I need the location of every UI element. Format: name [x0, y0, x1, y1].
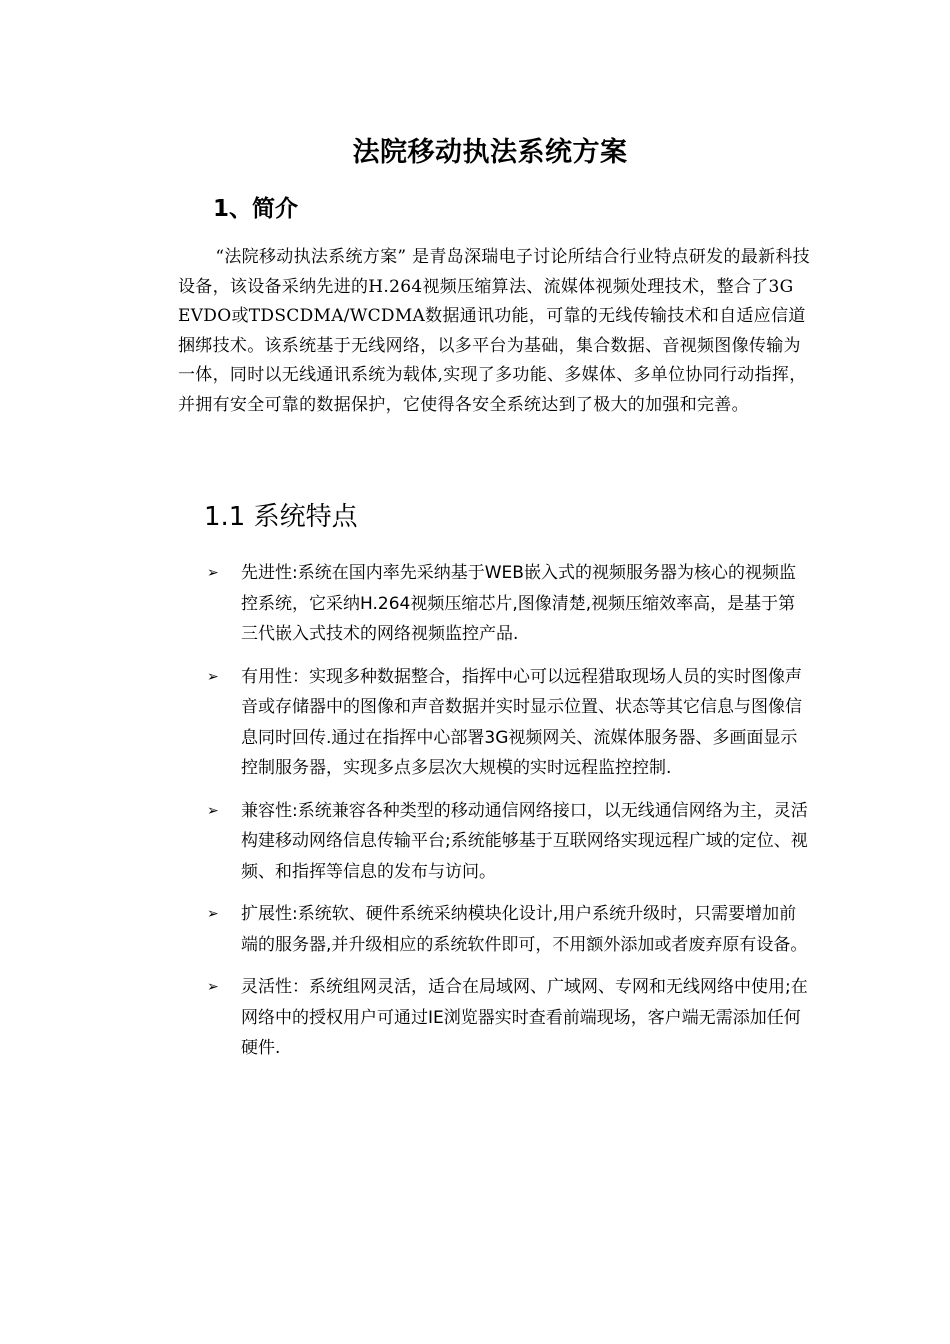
list-item: [0, 558, 809, 650]
list-item: [0, 899, 809, 960]
feature-text: 兼容性:系统兼容各种类型的移动通信网络接口，以无线通信网络为主，灵活构建移动网络信息传输平台;系统能够基于互联网络实现远程广域的定位、视频、和指挥等信息的发布与访问。: [241, 800, 808, 882]
document-title: 法院移动执法系统方案: [352, 137, 628, 168]
feature-text: 有用性：实现多种数据整合，指挥中心可以远程猎取现场人员的实时图像声音或存储器中的图像和声音数据并实时显示位置、状态等其它信息与图像信息同时回传.通过在指挥中心部署3G视频网关、流媒体服务器、多画面显示控制服务器，实现多点多层次大规模的实时远程监控控制.: [241, 666, 802, 778]
arrow-bullet-icon: ➢: [207, 565, 219, 581]
arrow-bullet-icon: ➢: [207, 979, 219, 995]
section-heading-features: 1.1 系统特点: [204, 502, 358, 532]
list-item: [0, 662, 809, 784]
section-heading-intro: 1、简介: [213, 196, 299, 222]
intro-paragraph: “法院移动执法系统方案” 是青岛深瑞电子讨论所结合行业特点研发的最新科技设备，该设备采纳先进的H.264视频压缩算法、流媒体视频处理技术，整合了3G EVDO或TDSCDMA/WCDMA数据通讯功能，可靠的无线传输技术和自适应信道捆绑技术。该系统基于无线网络，以多平台为基础，集合数据、音视频图像传输为一体，同时以无线通讯系统为载体,实现了多功能、多媒体、多单位协同行动指挥，并拥有安全可靠的数据保护，它使得各安全系统达到了极大的加强和完善。: [178, 247, 810, 415]
feature-text: 灵活性：系统组网灵活，适合在局域网、广域网、专网和无线网络中使用;在网络中的授权用户可通过IE浏览器实时查看前端现场，客户端无需添加任何硬件.: [241, 977, 808, 1058]
feature-text: 扩展性:系统软、硬件系统采纳模块化设计,用户系统升级时，只需要增加前端的服务器,并升级相应的系统软件即可，不用额外添加或者废弃原有设备。: [241, 904, 808, 955]
arrow-bullet-icon: ➢: [207, 802, 219, 819]
feature-text: 先进性:系统在国内率先采纳基于WEB嵌入式的视频服务器为核心的视频监控系统，它采纳H.264视频压缩芯片,图像清楚,视频压缩效率高，是基于第三代嵌入式技术的网络视频监控产品.: [241, 563, 796, 644]
list-item: [0, 796, 809, 888]
list-item: [0, 972, 809, 1064]
feature-list: [0, 558, 950, 1076]
arrow-bullet-icon: ➢: [207, 668, 219, 685]
arrow-bullet-icon: ➢: [207, 906, 219, 922]
